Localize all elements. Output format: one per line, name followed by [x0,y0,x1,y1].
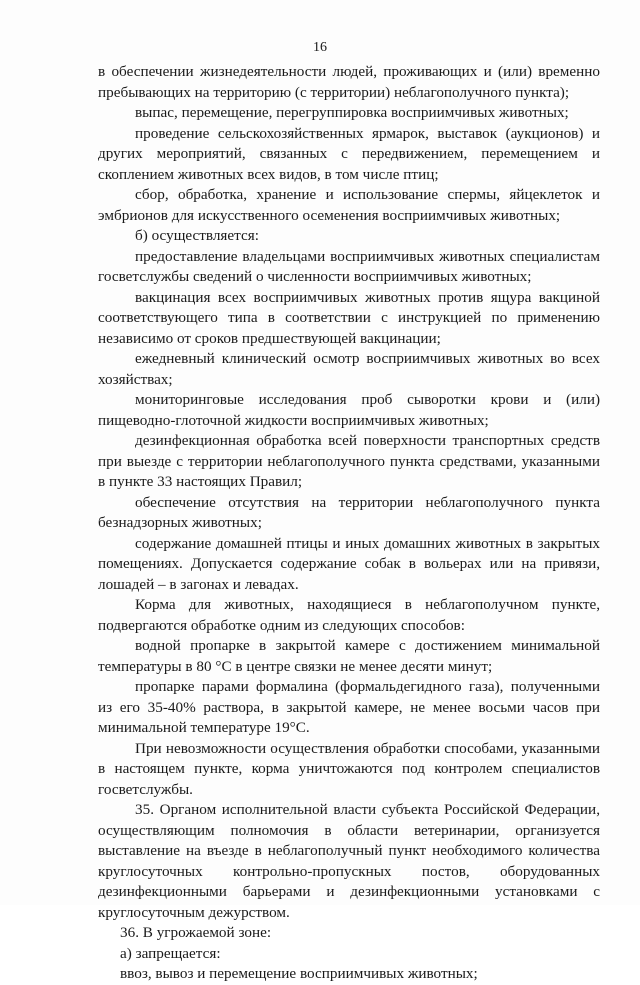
paragraph: дезинфекционная обработка всей поверхности транспортных средств при выезде с территории неблагополучного пункта средствами, указанными в пункте 33 настоящих Правил; [98,432,600,490]
paragraph: мониторинговые исследования проб сыворотки крови и (или) пищеводно-глоточной жидкости восприимчивых животных; [98,391,600,429]
paragraph: б) осуществляется: [135,227,259,244]
paragraph: пропарке парами формалина (формальдегидного газа), полученными из его 35-40% раствора, в закрытой камере, не менее восьми часов при минимальной температуре 19°С. [98,678,600,736]
paragraph: ввоз, вывоз и перемещение восприимчивых животных; [120,965,478,982]
paragraph: Корма для животных, находящиеся в неблагополучном пункте, подвергаются обработке одним из следующих способов: [98,596,600,634]
paragraph: проведение сельскохозяйственных ярмарок, выставок (аукционов) и других мероприятий, связанных с передвижением, перемещением и скоплением животных всех видов, в том числе птиц; [98,124,600,183]
page-number: 16 [313,40,327,55]
paragraph: а) запрещается: [120,944,221,962]
paragraph: 35. Органом исполнительной власти субъекта Российской Федерации, осуществляющим полномочия в области ветеринарии, организуется выставление на въезде в неблагополучный пункт необходимого количества круглосуточных контрольно-пропускных постов, оборудованных дезинфекционными барьерами и дезинфекционными установками с круглосуточным дежурством. [98,801,600,921]
paragraph: 36. В угрожаемой зоне: [120,924,272,941]
paragraph: При невозможности осуществления обработки способами, указанными в настоящем пункте, корма уничтожаются под контролем специалистов госветслужбы. [98,739,600,798]
paragraph: вакцинация всех восприимчивых животных против ящура вакциной соответствующего типа в соответствии с инструкцией по применению независимо от сроков предшествующей вакцинации; [98,288,600,347]
paragraph: обеспечение отсутствия на территории неблагополучного пункта безнадзорных животных; [98,493,600,531]
paragraph: ежедневный клинический осмотр восприимчивых животных во всех хозяйствах; [98,350,600,388]
document-body [98,62,600,985]
paragraph: выпас, перемещение, перегруппировка восприимчивых животных; [135,104,569,121]
paragraph: сбор, обработка, хранение и использование спермы, яйцеклеток и эмбрионов для искусственного осеменения восприимчивых животных; [98,186,600,224]
paragraph: в обеспечении жизнедеятельности людей, проживающих и (или) временно пребывающих на территорию (с территории) неблагополучного пункта); [98,63,600,101]
paragraph: водной пропарке в закрытой камере с достижением минимальной температуры в 80 °С в центре связки не менее десяти минут; [98,637,600,675]
paragraph: предоставление владельцами восприимчивых животных специалистам госветслужбы сведений о численности восприимчивых животных; [98,247,600,285]
paragraph: содержание домашней птицы и иных домашних животных в закрытых помещениях. Допускается содержание собак в вольерах или на привязи, лошадей – в загонах и левадах. [98,534,600,593]
